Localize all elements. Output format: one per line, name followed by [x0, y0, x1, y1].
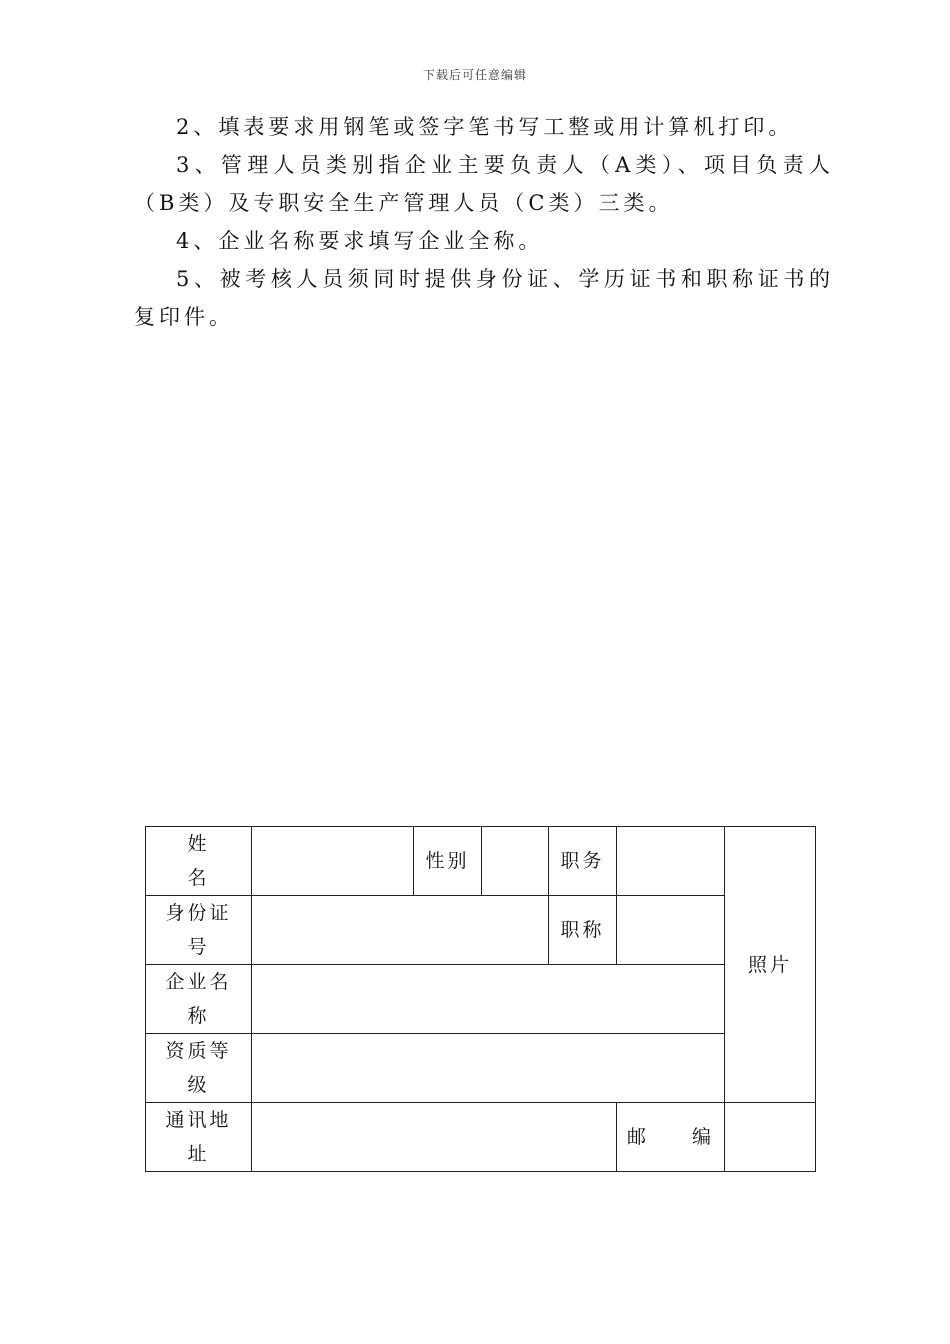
instruction-item: 2、填表要求用钢笔或签字笔书写工整或用计算机打印。 — [176, 115, 794, 139]
company-label-cell — [146, 965, 252, 1034]
photo-label: 照片 — [747, 953, 792, 976]
name-field[interactable] — [252, 827, 414, 896]
id-label: 身份证号 — [165, 902, 232, 958]
name-label: 姓名 — [187, 833, 210, 889]
header-note: 下载后可任意编辑 — [422, 68, 527, 82]
postcode-label-cell — [617, 1103, 725, 1172]
position-field[interactable] — [617, 827, 725, 896]
id-number-field[interactable] — [252, 896, 549, 965]
gender-label: 性别 — [414, 827, 482, 896]
position-label: 职务 — [549, 827, 617, 896]
qualification-label: 资质等级 — [165, 1040, 232, 1096]
address-label: 通讯地址 — [165, 1109, 232, 1165]
photo-cell[interactable] — [725, 827, 816, 1103]
title-field[interactable] — [617, 896, 725, 965]
registration-form-table — [145, 826, 816, 1172]
address-field[interactable] — [252, 1103, 617, 1172]
name-label-cell — [146, 827, 252, 896]
postcode-field[interactable] — [725, 1103, 816, 1172]
instruction-item: 3、管理人员类别指企业主要负责人（A类）、项目负责人（B类）及专职安全生产管理人员（C类）三类。 — [134, 153, 834, 215]
title-label: 职称 — [549, 896, 617, 965]
qualification-label-cell — [146, 1034, 252, 1103]
id-label-cell — [146, 896, 252, 965]
company-label: 企业名称 — [165, 971, 232, 1027]
postcode-label-char: 编 — [691, 1126, 714, 1148]
address-label-cell — [146, 1103, 252, 1172]
postcode-label-char: 邮 — [627, 1126, 650, 1148]
instruction-item: 5、被考核人员须同时提供身份证、学历证书和职称证书的复印件。 — [134, 267, 834, 329]
qualification-field[interactable] — [252, 1034, 725, 1103]
gender-field[interactable] — [482, 827, 549, 896]
instructions — [134, 108, 834, 336]
company-name-field[interactable] — [252, 965, 725, 1034]
instruction-item: 4、企业名称要求填写企业全称。 — [176, 229, 544, 253]
